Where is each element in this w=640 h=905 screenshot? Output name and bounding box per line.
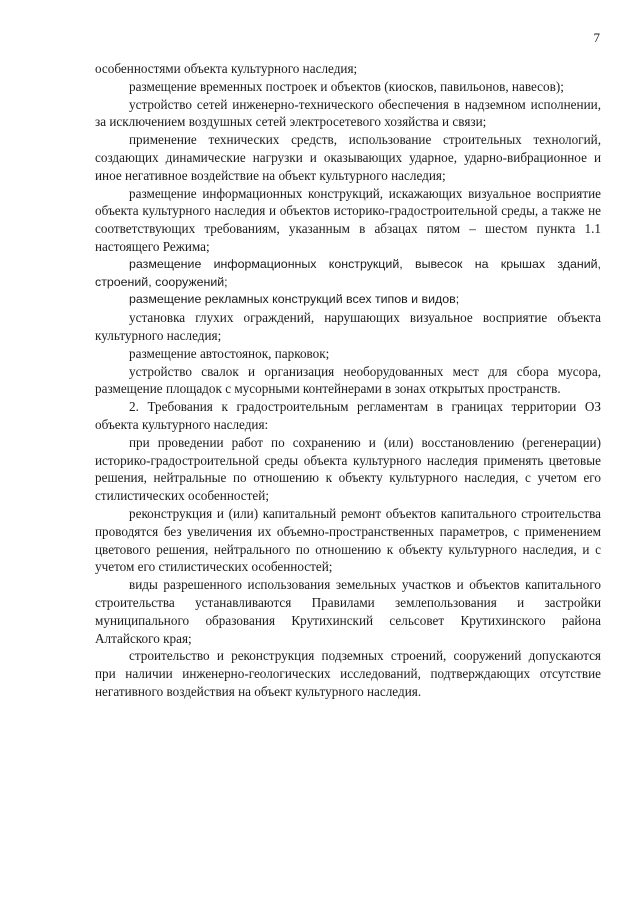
paragraph-9: размещение автостоянок, парковок;	[129, 345, 330, 361]
paragraph-1: особенностями объекта культурного наследия;	[95, 61, 358, 76]
section-2-heading: 2. Требования к градостроительным регламентам в границах территории ОЗ объекта культурного наследия:	[95, 399, 601, 432]
paragraph-8: установка глухих ограждений, нарушающих визуальное восприятие объекта культурного наследия;	[95, 310, 601, 343]
paragraph-13: реконструкция и (или) капитальный ремонт объектов капитального строительства проводятся без увеличения их объемно-пространственных параметров, с применением цветового решения, нейтрального по отношению к объекту культурного наследия, и с учетом его стилистических особенностей;	[95, 505, 601, 575]
paragraph-5: размещение информационных конструкций, искажающих визуальное восприятие объекта культурного наследия и объектов историко-градостроительной среды, а также не соответствующих требованиям, указанным в абзацах пятом – шестом пункта 1.1 настоящего Режима;	[95, 185, 601, 254]
paragraph-15: строительство и реконструкция подземных строений, сооружений допускаются при наличии инженерно-геологических исследований, подтверждающих отсутствие негативного воздействия на объект культурного наследия.	[95, 648, 601, 699]
paragraph-7: размещение рекламных конструкций всех типов и видов;	[129, 292, 460, 307]
paragraph-6: размещение информационных конструкций, вывесок на крышах зданий, строений, сооружений;	[95, 256, 601, 289]
page-number: 7	[593, 30, 600, 45]
paragraph-2: размещение временных построек и объектов (киосков, павильонов, навесов);	[129, 78, 564, 94]
paragraph-3: устройство сетей инженерно-технического обеспечения в надземном исполнении, за исключением воздушных сетей электросетевого хозяйства и связи;	[95, 96, 601, 130]
paragraph-12: при проведении работ по сохранению и (или) восстановлению (регенерации) историко-градостроительной среды объекта культурного наследия применять цветовые решения, нейтральные по отношению к объекту культурного наследия, с учетом его стилистических особенностей;	[95, 434, 601, 504]
paragraph-10: устройство свалок и организация необорудованных мест для сбора мусора, размещение площадок с мусорными контейнерами в зонах открытых пространств.	[95, 363, 601, 397]
document-body	[95, 60, 601, 701]
paragraph-4: применение технических средств, использование строительных технологий, создающих динамические нагрузки и оказывающих ударное, ударно-вибрационное и иное негативное воздействие на объект культурного наследия;	[95, 132, 601, 183]
paragraph-14: виды разрешенного использования земельных участков и объектов капитального строительства устанавливаются Правилами землепользования и застройки муниципального образования Крутихинский сельсовет Крутихинского района Алтайского края;	[95, 577, 601, 646]
